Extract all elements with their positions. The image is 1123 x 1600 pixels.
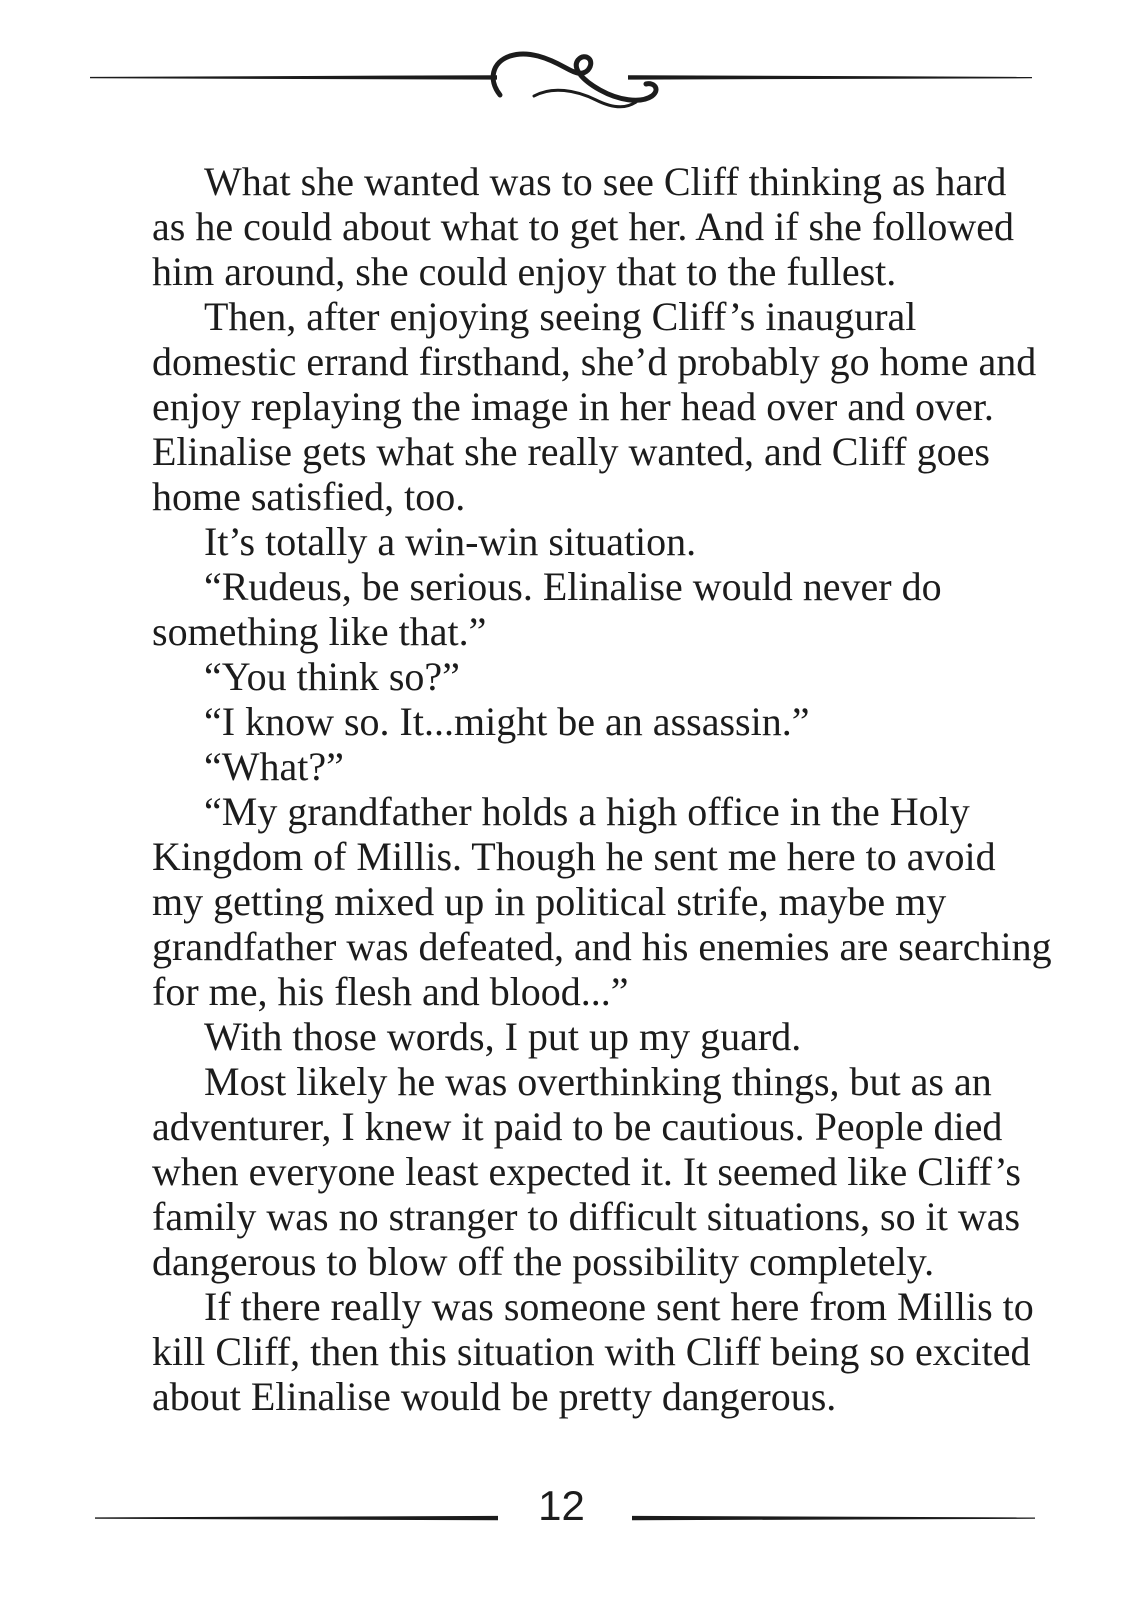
footer-rule-right — [632, 1516, 1035, 1520]
text-line: “You think so?” — [204, 654, 460, 699]
text-line: It’s totally a win-win situation. — [204, 519, 697, 564]
header-rule-left — [90, 75, 497, 79]
paragraph — [152, 294, 1072, 519]
paragraph — [152, 519, 1072, 564]
header-rule-right — [628, 75, 1032, 79]
text-line: “Rudeus, be serious. Elinalise would never do — [204, 564, 942, 609]
text-line: Elinalise gets what she really wanted, and Cliff goes — [152, 429, 990, 474]
text-line: If there really was someone sent here from Millis to — [204, 1284, 1034, 1329]
paragraph — [152, 564, 1072, 654]
text-line: “I know so. It...might be an assassin.” — [204, 699, 810, 744]
text-line: him around, she could enjoy that to the fullest. — [152, 249, 897, 294]
paragraph — [152, 699, 1072, 744]
text-line: What she wanted was to see Cliff thinking as hard — [204, 159, 1007, 204]
text-line: about Elinalise would be pretty dangerous. — [152, 1374, 837, 1419]
text-line: my getting mixed up in political strife, maybe my — [152, 879, 947, 924]
text-line: when everyone least expected it. It seemed like Cliff’s — [152, 1149, 1021, 1194]
paragraph — [152, 159, 1072, 294]
footer-rule-left — [95, 1516, 498, 1520]
text-line: “My grandfather holds a high office in the Holy — [204, 789, 970, 834]
text-line: Then, after enjoying seeing Cliff’s inaugural — [204, 294, 917, 339]
paragraph — [152, 744, 1072, 789]
paragraph — [152, 654, 1072, 699]
flourish-icon — [493, 54, 656, 107]
text-line: enjoy replaying the image in her head over and over. — [152, 384, 994, 429]
text-line: Most likely he was overthinking things, but as an — [204, 1059, 992, 1104]
text-line: Kingdom of Millis. Though he sent me here to avoid — [152, 834, 996, 879]
paragraph — [152, 1059, 1072, 1284]
page-text — [152, 159, 1072, 1419]
header-divider — [0, 40, 1123, 125]
text-line: grandfather was defeated, and his enemies are searching — [152, 924, 1052, 969]
text-line: domestic errand firsthand, she’d probably go home and — [152, 339, 1037, 384]
text-line: for me, his flesh and blood...” — [152, 969, 629, 1014]
footer-divider — [0, 1500, 1123, 1545]
text-line: something like that.” — [152, 609, 487, 654]
text-line: adventurer, I knew it paid to be cautious. People died — [152, 1104, 1003, 1149]
paragraph — [152, 789, 1072, 1014]
text-line: as he could about what to get her. And if she followed — [152, 204, 1015, 249]
text-line: family was no stranger to difficult situations, so it was — [152, 1194, 1021, 1239]
text-line: kill Cliff, then this situation with Cliff being so excited — [152, 1329, 1031, 1374]
text-line: With those words, I put up my guard. — [204, 1014, 802, 1059]
text-line: home satisfied, too. — [152, 474, 466, 519]
paragraph — [152, 1014, 1072, 1059]
text-line: “What?” — [204, 744, 344, 789]
text-line: dangerous to blow off the possibility completely. — [152, 1239, 935, 1284]
paragraph — [152, 1284, 1072, 1419]
page-number: 12 — [538, 1482, 585, 1529]
